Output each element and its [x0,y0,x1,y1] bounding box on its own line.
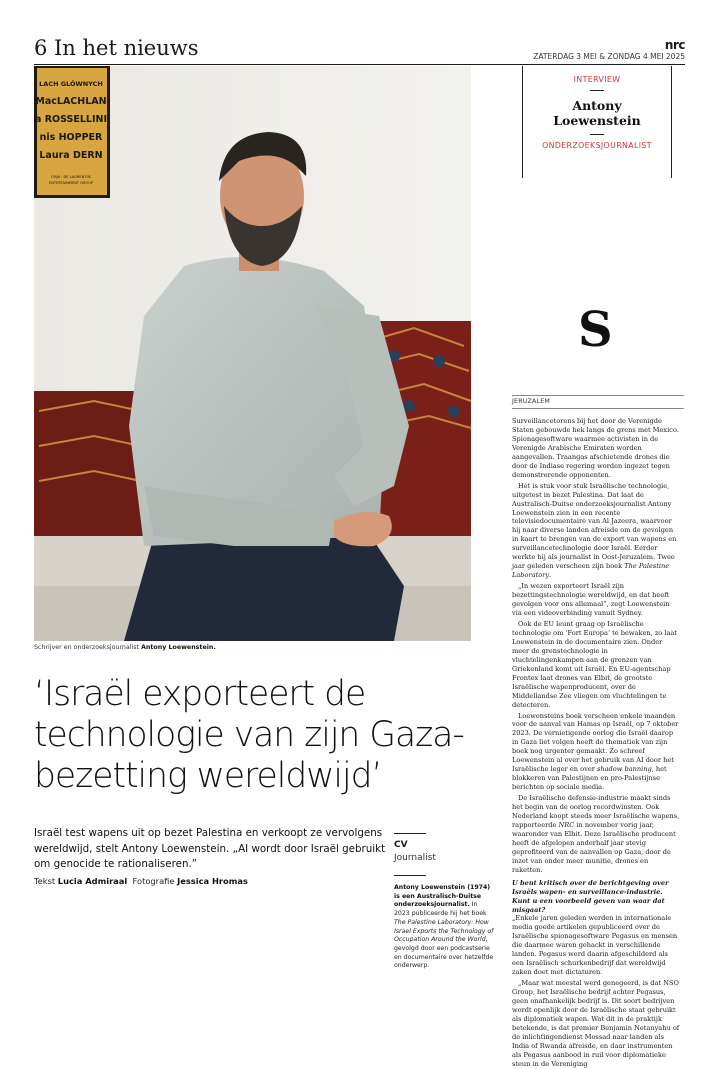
article-paragraph: „Maar wat meestal werd genegeerd, is dat NSO Group, het Israëlische bedrijf achter Pegasus, geen onafhankelijk bedrijf is. Dit soort bedrijven wordt openlijk door de Israëlische staat gebruikt als diplomatiek wapen. Wat dit in de praktijk betekende, is dat premier Benjamin Netanyahu of de inlichtingendienst Mossad naar landen als India of Rwanda afreisde, en daar instrumenten als Pegasus aanbood in ruil voor diplomatieke steun in de Vereniging [512,979,680,1068]
page-number: 6 [34,36,48,60]
interviewee-role: ONDERZOEKSJOURNALIST [542,141,652,150]
poster-line: MacLACHLAN [35,96,107,107]
article-paragraph: „In wezen exporteert Israël zijn bezettingstechnologie wereldwijd, en dat heeft gevolgen voor ons allemaal”, zegt Loewenstein via een videoverbinding vanuit Sydney. [512,582,670,618]
photo-caption: Schrijver en onderzoeksjournalist Antony Loewenstein. [34,644,216,651]
interview-label: INTERVIEW [573,75,621,84]
poster-line: Laura DERN [39,150,103,161]
movie-poster [34,66,110,198]
poster-line: a ROSSELLINI [35,114,107,125]
lead-paragraph: Israël test wapens uit op bezet Palestina en verkoopt ze vervolgens wereldwijd, stelt Antony Loewenstein. „AI wordt door Israël gebruikt om genocide te rationaliseren.” [34,827,386,870]
location-rule-top [512,395,684,396]
role-dash [590,134,604,135]
article-paragraph: Het is stuk voor stuk Israëlische technologie, uitgetest in bezet Palestina. Dat laat de Australisch-Duitse onderzoeksjournalist Antony Loewenstein zien in een recente televisiedocumentaire van Al Jazeera, waarvoor hij naar diverse landen afreisde om de gevolgen in kaart te brengen van de export van wapens en surveillancetechnologie door Israël. Eerder werkte hij als journalist in Oost-Jeruzalem. Twee jaar geleden verscheen zijn boek The Palestine Laboratory. [512,481,677,580]
poster-line: nis HOPPER [39,132,103,143]
poster-line: ENTERTAINMENT GROUP [48,181,94,185]
label-dash [590,90,604,91]
cv-rule-top [394,833,426,834]
section-title: In het nieuws [54,36,199,60]
cv-title: CV [394,840,408,850]
article-paragraph: Ook de EU leunt graag op Israëlische technologie om ‘Fort Europa’ te bewaken, zo laat Loewenstein in de documentaire zien. Onder meer de grenstechnologie in vluchtelingenkampen aan de grenzen van Griekenland komt uit Israël. En EU-agentschap Frontex laat drones van Elbit, de grootste Israëlische wapenproducent, over de Middellandse Zee vliegen om vluchtelingen te detecteren. [512,619,677,709]
dateline-location: JERUZALEM [512,398,551,405]
nrc-logo: nrc [664,38,685,52]
cv-rule-bottom [394,875,426,876]
headline: ‘Israël exporteert de technologie van zijn Gaza-bezetting wereldwijd’ [34,674,464,796]
cv-subtitle: Journalist [394,853,436,863]
poster-line: LACH GLÓWNYCH [39,80,103,88]
poster-line: CMJA · DE LAURENTIIS [51,175,91,179]
interviewee-name-line1: Antony [572,98,622,113]
article-paragraph: Loewensteins boek verscheen enkele maanden voor de aanval van Hamas op Israël, op 7 oktober 2023. De vernietigende oorlog die Israël daarop in Gaza liet volgen heeft de thematiek van zijn boek nog urgenter gemaakt. Zo schreef Loewenstein al over het gebruik van AI door het Israëlische leger en over shadow banning, het blokkeren van Palestijnen en pro-Palestijnse berichten op sociale media. [512,711,679,792]
article-paragraph: Surveillancetorens bij het door de Verenigde Staten gebouwde hek langs de grens met Mexico. Spionagesoftware waarmee activisten in de Verenigde Arabische Emiraten worden aangevallen. Traangas afschietende drones die door de Indiase regering worden ingezet tegen demonstrerende opponenten. [512,417,679,479]
article-paragraph: De Israëlische defensie-industrie maakt sinds het begin van de oorlog recordwinsten. Ook Nederland koopt steeds meer Israëlische wapens, rapporteerde NRC in november vorig jaar, waaronder van Elbit. Deze Israëlische producent heeft de afgelopen anderhalf jaar stevig geprofiteerd van de aanvallen op Gaza, door de inzet van onder meer munitie, drones en raketten. [512,794,680,874]
drop-cap: S [578,302,613,358]
article-paragraph: „Enkele jaren geleden werden in internationale media goede artikelen gepubliceerd over de Israëlische spionagesoftware Pegasus en mensen die daarmee waren gehackt in verschillende landen. Pegasus werd daarin afgeschilderd als een Israëlisch schurkenbedrijf dat wereldwijd zaken doet met dictaturen. [512,914,678,977]
article-body [512,417,680,1069]
interview-question: U bent kritisch over de berichtgeving over Israëls wapen- en surveillance-industrie. Kunt u een voorbeeld geven van waar dat misgaat? [512,878,669,914]
header-rule [34,64,685,65]
cv-body: Antony Loewenstein (1974) is een Australisch-Duitse onderzoeksjournalist. In 2023 publiceerde hij het boek The Palestine Laboratory: How Israel Exports the Technology of Occupation Around the World, gevolgd door een podcastserie en documentaire over hetzelfde onderwerp. [394,884,494,970]
interviewee-name-line2: Loewenstein [553,113,641,128]
interview-box [522,66,672,178]
byline: Tekst Lucia Admiraal Fotografie Jessica Hromas [34,876,248,886]
issue-date: ZATERDAG 3 MEI & ZONDAG 4 MEI 2025 [533,52,685,61]
portrait-photo [34,66,471,641]
location-rule-bottom [512,408,684,409]
